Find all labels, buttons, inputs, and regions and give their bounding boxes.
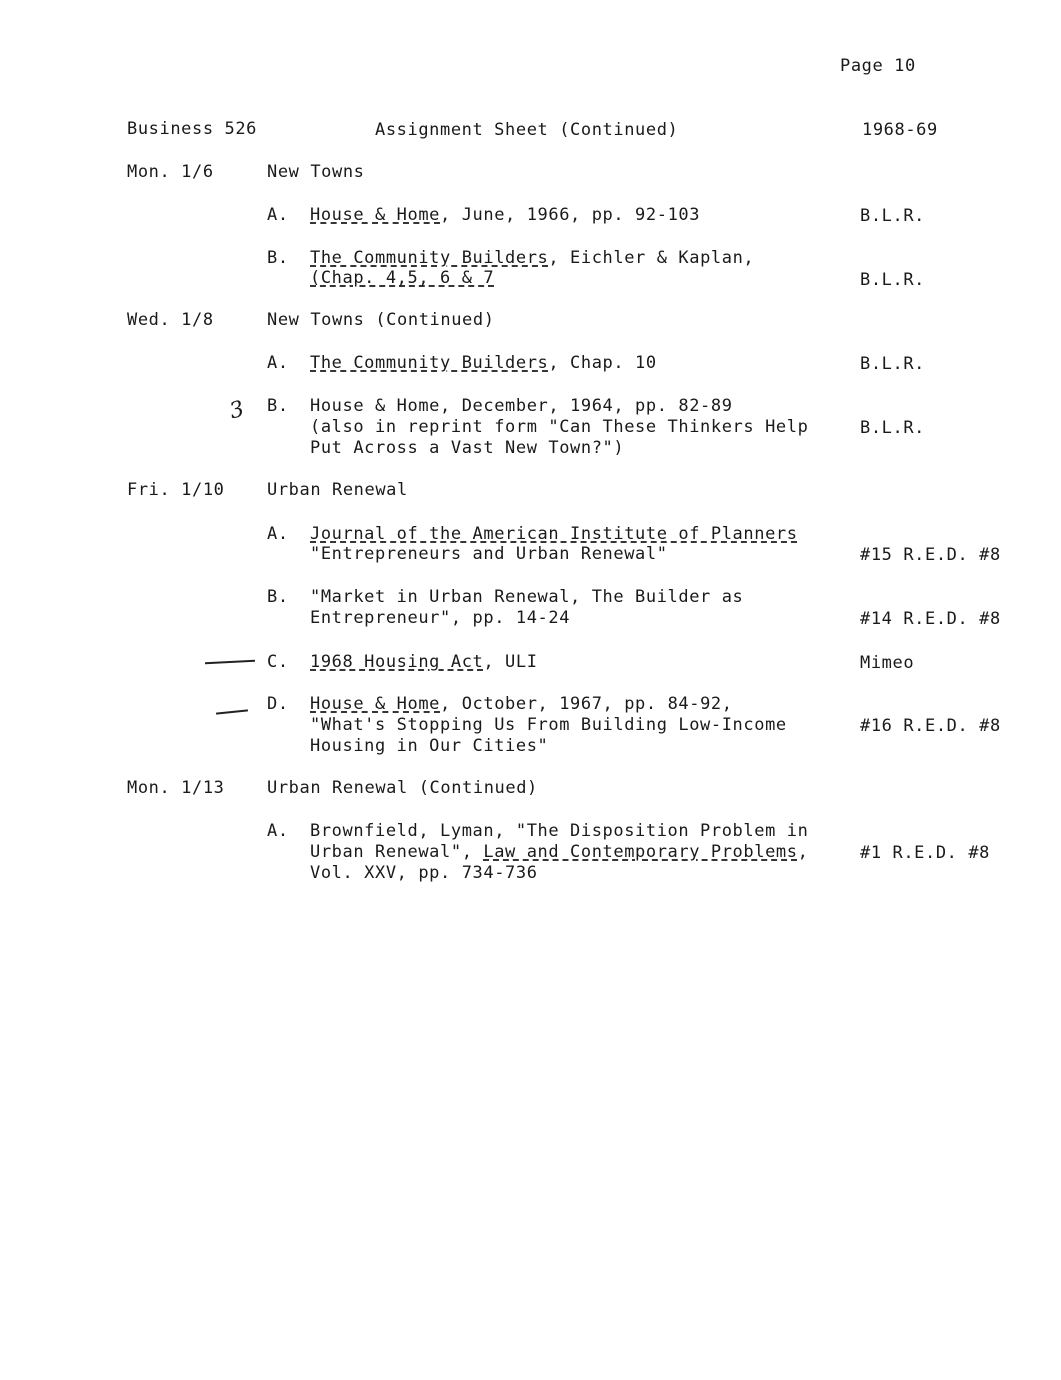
- item-line: (also in reprint form "Can These Thinkers Help: [310, 417, 809, 437]
- item-line: "Entrepreneurs and Urban Renewal": [310, 544, 668, 564]
- session-topic: New Towns (Continued): [267, 310, 495, 330]
- item-details: , Chap. 10: [548, 353, 657, 373]
- session-topic: Urban Renewal (Continued): [267, 778, 538, 798]
- item-title: 1968 Housing Act: [310, 652, 484, 672]
- item-details: , Eichler & Kaplan,: [548, 248, 755, 268]
- item-source: B.L.R.: [860, 418, 926, 438]
- item-line: Brownfield, Lyman, "The Disposition Problem in: [310, 821, 809, 841]
- item-line: Vol. XXV, pp. 734-736: [310, 863, 538, 883]
- item-text: [310, 652, 538, 673]
- handwritten-dash: [216, 709, 248, 714]
- item-letter: A.: [267, 821, 289, 841]
- item-text: [310, 694, 733, 715]
- item-title: The Community Builders: [310, 248, 549, 268]
- item-letter: B.: [267, 396, 289, 416]
- item-letter: B.: [267, 248, 289, 268]
- item-line: "What's Stopping Us From Building Low-Income: [310, 715, 787, 735]
- item-text: [310, 205, 700, 226]
- item-source: B.L.R.: [860, 270, 926, 290]
- item-source: #1 R.E.D. #8: [860, 843, 991, 863]
- item-letter: B.: [267, 587, 289, 607]
- item-details: , October, 1967, pp. 84-92,: [440, 694, 733, 714]
- handwritten-dash: [205, 660, 255, 665]
- item-details: , June, 1966, pp. 92-103: [440, 205, 701, 225]
- item-source: B.L.R.: [860, 206, 926, 226]
- session-date: Mon. 1/6: [127, 162, 214, 182]
- sheet-title: Assignment Sheet (Continued): [375, 120, 679, 140]
- course-name: Business 526: [127, 119, 258, 139]
- item-letter: A.: [267, 205, 289, 225]
- item-source: B.L.R.: [860, 354, 926, 374]
- item-text: [310, 248, 754, 269]
- item-text: [310, 353, 657, 374]
- item-details: Urban Renewal",: [310, 842, 484, 862]
- session-date: Wed. 1/8: [127, 310, 214, 330]
- item-details: ,: [797, 842, 809, 862]
- item-details: , ULI: [483, 652, 538, 672]
- item-title: Law and Contemporary Problems: [483, 842, 798, 862]
- handwritten-note: 3: [227, 396, 248, 425]
- session-date: Mon. 1/13: [127, 778, 225, 798]
- item-source: #14 R.E.D. #8: [860, 609, 1001, 629]
- item-letter: C.: [267, 652, 289, 672]
- session-topic: Urban Renewal: [267, 480, 408, 500]
- item-line: Put Across a Vast New Town?"): [310, 438, 625, 458]
- item-line: "Market in Urban Renewal, The Builder as: [310, 587, 744, 607]
- item-source: #16 R.E.D. #8: [860, 716, 1001, 736]
- item-letter: A.: [267, 353, 289, 373]
- item-letter: A.: [267, 524, 289, 544]
- item-title: House & Home: [310, 205, 441, 225]
- item-title: Journal of the American Institute of Planners: [310, 524, 798, 544]
- item-letter: D.: [267, 694, 289, 714]
- item-source: #15 R.E.D. #8: [860, 545, 1001, 565]
- item-line: House & Home, December, 1964, pp. 82-89: [310, 396, 733, 416]
- academic-year: 1968-69: [862, 120, 938, 140]
- item-title: The Community Builders: [310, 353, 549, 373]
- page-number: Page 10: [840, 56, 916, 76]
- item-line: Entrepreneur", pp. 14-24: [310, 608, 571, 628]
- item-source: Mimeo: [860, 653, 915, 673]
- item-chapters: (Chap. 4,5, 6 & 7: [310, 268, 495, 288]
- item-text: [310, 842, 808, 863]
- item-title: House & Home: [310, 694, 441, 714]
- item-line: Housing in Our Cities": [310, 736, 549, 756]
- session-topic: New Towns: [267, 162, 365, 182]
- session-date: Fri. 1/10: [127, 480, 225, 500]
